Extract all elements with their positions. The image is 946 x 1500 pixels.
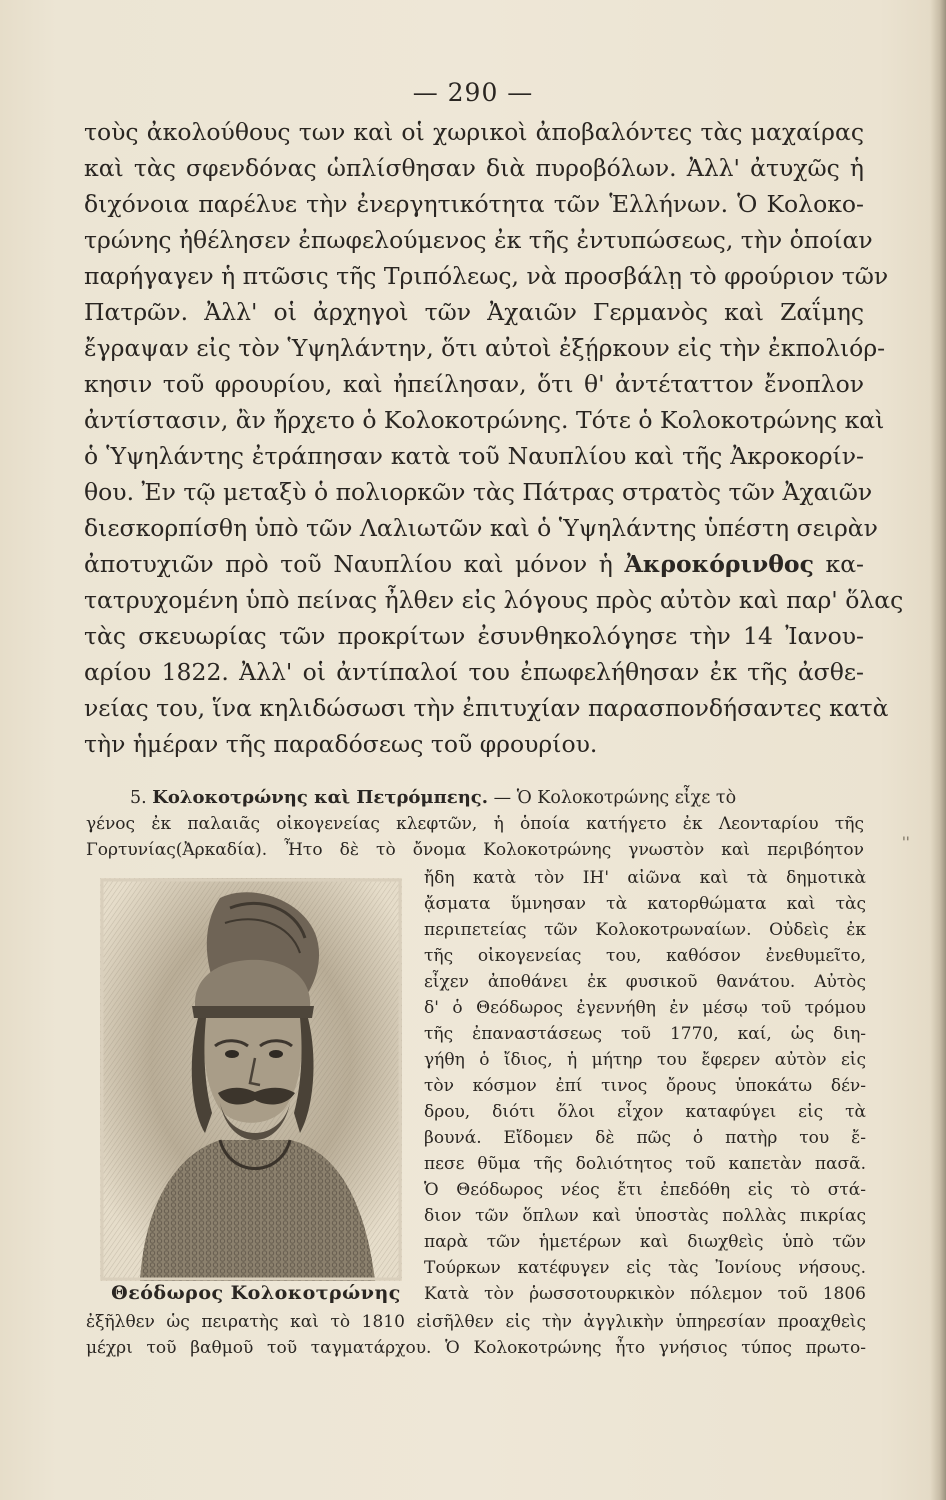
body-line: καὶ τὰς σφενδόνας ὡπλίσθησαν διὰ πυροβόλων. Ἀλλ' ἀτυχῶς ἡ	[84, 154, 864, 182]
section-side-line: διον τῶν ὅπλων καὶ ὑποστὰς πολλὰς πικρίας	[424, 1206, 866, 1226]
section-side-line: γήθη ὁ ἴδιος, ἡ μήτηρ του ἔφερεν αὐτὸν εἰς	[424, 1050, 866, 1070]
section-side-line: τῆς ἐπαναστάσεως τοῦ 1770, καί, ὡς διη-	[424, 1024, 866, 1044]
body-line: ἀντίστασιν, ἂν ἤρχετο ὁ Κολοκοτρώνης. Τότε ὁ Κολοκοτρώνης καὶ	[84, 406, 885, 434]
body-line: Πατρῶν. Ἀλλ' οἱ ἀρχηγοὶ τῶν Ἀχαιῶν Γερμανὸς καὶ Ζαΐμης	[84, 298, 864, 326]
section-side-line: Ὁ Θεόδωρος νέος ἔτι ἐπεδόθη εἰς τὸ στά-	[424, 1180, 866, 1200]
body-line: τοὺς ἀκολούθους των καὶ οἱ χωρικοὶ ἀποβαλόντες τὰς μαχαίρας	[84, 118, 864, 146]
body-line: τὰς σκευωρίας τῶν προκρίτων ἐσυνθηκολόγησε τὴν 14 Ἰανου-	[84, 622, 864, 650]
portrait-caption: Θεόδωρος Κολοκοτρώνης	[111, 1282, 401, 1304]
body-line: τατρυχομένη ὑπὸ πείνας ἦλθεν εἰς λόγους πρὸς αὐτὸν καὶ παρ' ὅλας	[84, 586, 904, 614]
section-side-line: ᾄσματα ὕμνησαν τὰ κατορθώματα καὶ τὰς	[424, 894, 866, 914]
section-side-line: πεσε θῦμα τῆς δολιότητος τοῦ καπετὰν πασᾶ.	[424, 1154, 866, 1174]
section-side-line: τὸν κόσμον ἐπί τινος ὄρους ὑποκάτω δέν-	[424, 1076, 866, 1096]
section-side-line: ἤδη κατὰ τὸν ΙΗ' αἰῶνα καὶ τὰ δημοτικὰ	[424, 868, 866, 888]
body-line-text: κα-	[813, 550, 865, 578]
section-heading-line	[130, 786, 866, 810]
body-line: αρίου 1822. Ἀλλ' οἱ ἀντίπαλοί του ἐπωφελήθησαν ἐκ τῆς ἀσθε-	[84, 658, 864, 686]
section-line: γένος ἐκ παλαιᾶς οἰκογενείας κλεφτῶν, ἡ ὁποία κατήγετο ἐκ Λεονταρίου τῆς	[86, 814, 864, 834]
body-line: παρήγαγεν ἡ πτῶσις τῆς Τριπόλεως, νὰ προσβάλῃ τὸ φρούριον τῶν	[84, 262, 889, 290]
section-side-line: Τούρκων κατέφυγεν εἰς τὰς Ἰονίους νήσους.	[424, 1258, 866, 1278]
body-line: ὁ Ὑψηλάντης ἐτράπησαν κατὰ τοῦ Ναυπλίου καὶ τῆς Ἀκροκορίν-	[84, 442, 864, 470]
section-side-line: δ' ὁ Θεόδωρος ἐγεννήθη ἐν μέσῳ τοῦ τρόμου	[424, 998, 866, 1018]
section-side-line: εἶχεν ἀποθάνει ἐκ φυσικοῦ θανάτου. Αὐτὸς	[424, 972, 866, 992]
section-side-line: Κατὰ τὸν ῥωσσοτουρκικὸν πόλεμον τοῦ 1806	[424, 1284, 866, 1304]
body-line: τρώνης ἠθέλησεν ἐπωφελούμενος ἐκ τῆς ἐντυπώσεως, τὴν ὁποίαν	[84, 226, 873, 254]
section-line: μέχρι τοῦ βαθμοῦ τοῦ ταγματάρχου. Ὁ Κολοκοτρώνης ἦτο γνήσιος τύπος πρωτο-	[86, 1338, 866, 1358]
section-side-line: βουνά. Εἴδομεν δὲ πῶς ὁ πατὴρ του ἔ-	[424, 1128, 866, 1148]
body-line-text: ἀποτυχιῶν πρὸ τοῦ Ναυπλίου καὶ μόνον ἡ	[84, 550, 625, 578]
body-line	[84, 546, 864, 582]
portrait-image	[100, 878, 402, 1281]
section-side-line: περιπετείας τῶν Κολοκοτρωναίων. Οὐδεὶς ἐκ	[424, 920, 866, 940]
section-heading-rest: — Ὁ Κολοκοτρώνης εἶχε τὸ	[493, 788, 737, 808]
margin-mark: ''	[902, 835, 910, 851]
section-heading: Κολοκοτρώνης καὶ Πετρόμπεης.	[152, 787, 489, 808]
section-side-line: παρὰ τῶν ἡμετέρων καὶ διωχθεὶς ὑπὸ τῶν	[424, 1232, 866, 1252]
body-line: ἔγραψαν εἰς τὸν Ὑψηλάντην, ὅτι αὐτοὶ ἐξῄρκουν εἰς τὴν ἐκπολιόρ-	[84, 334, 886, 362]
bold-term: Ἀκροκόρινθος	[624, 550, 814, 578]
section-number: 5.	[130, 788, 147, 808]
body-line: κησιν τοῦ φρουρίου, καὶ ἠπείλησαν, ὅτι θ' ἀντέταττον ἔνοπλον	[84, 370, 864, 398]
body-line: τὴν ἡμέραν τῆς παραδόσεως τοῦ φρουρίου.	[84, 730, 598, 758]
section-side-line: δρου, διότι ὅλοι εἶχον καταφύγει εἰς τὰ	[424, 1102, 866, 1122]
page-edge-shadow	[930, 0, 946, 1500]
section-line: ἐξῆλθεν ὡς πειρατὴς καὶ τὸ 1810 εἰσῆλθεν εἰς τὴν ἀγγλικὴν ὑπηρεσίαν προαχθεὶς	[86, 1312, 866, 1332]
body-line: θου. Ἐν τῷ μεταξὺ ὁ πολιορκῶν τὰς Πάτρας στρατὸς τῶν Ἀχαιῶν	[84, 478, 873, 506]
section-side-line: τῆς οἰκογενείας του, καθόσον ἐνεθυμεῖτο,	[424, 946, 866, 966]
body-line: διχόνοια παρέλυε τὴν ἐνεργητικότητα τῶν Ἑλλήνων. Ὁ Κολοκο-	[84, 190, 864, 218]
page-number: — 290 —	[412, 78, 534, 107]
body-line: διεσκορπίσθη ὑπὸ τῶν Λαλιωτῶν καὶ ὁ Ὑψηλάντης ὑπέστη σειρὰν	[84, 514, 878, 542]
body-line: νείας του, ἵνα κηλιδώσωσι τὴν ἐπιτυχίαν παρασπονδήσαντες κατὰ	[84, 694, 889, 722]
section-line: Γορτυνίας(Ἀρκαδία). Ἦτο δὲ τὸ ὄνομα Κολοκοτρώνης γνωστὸν καὶ περιβόητον	[86, 840, 864, 860]
portrait-engraving	[100, 878, 402, 1281]
